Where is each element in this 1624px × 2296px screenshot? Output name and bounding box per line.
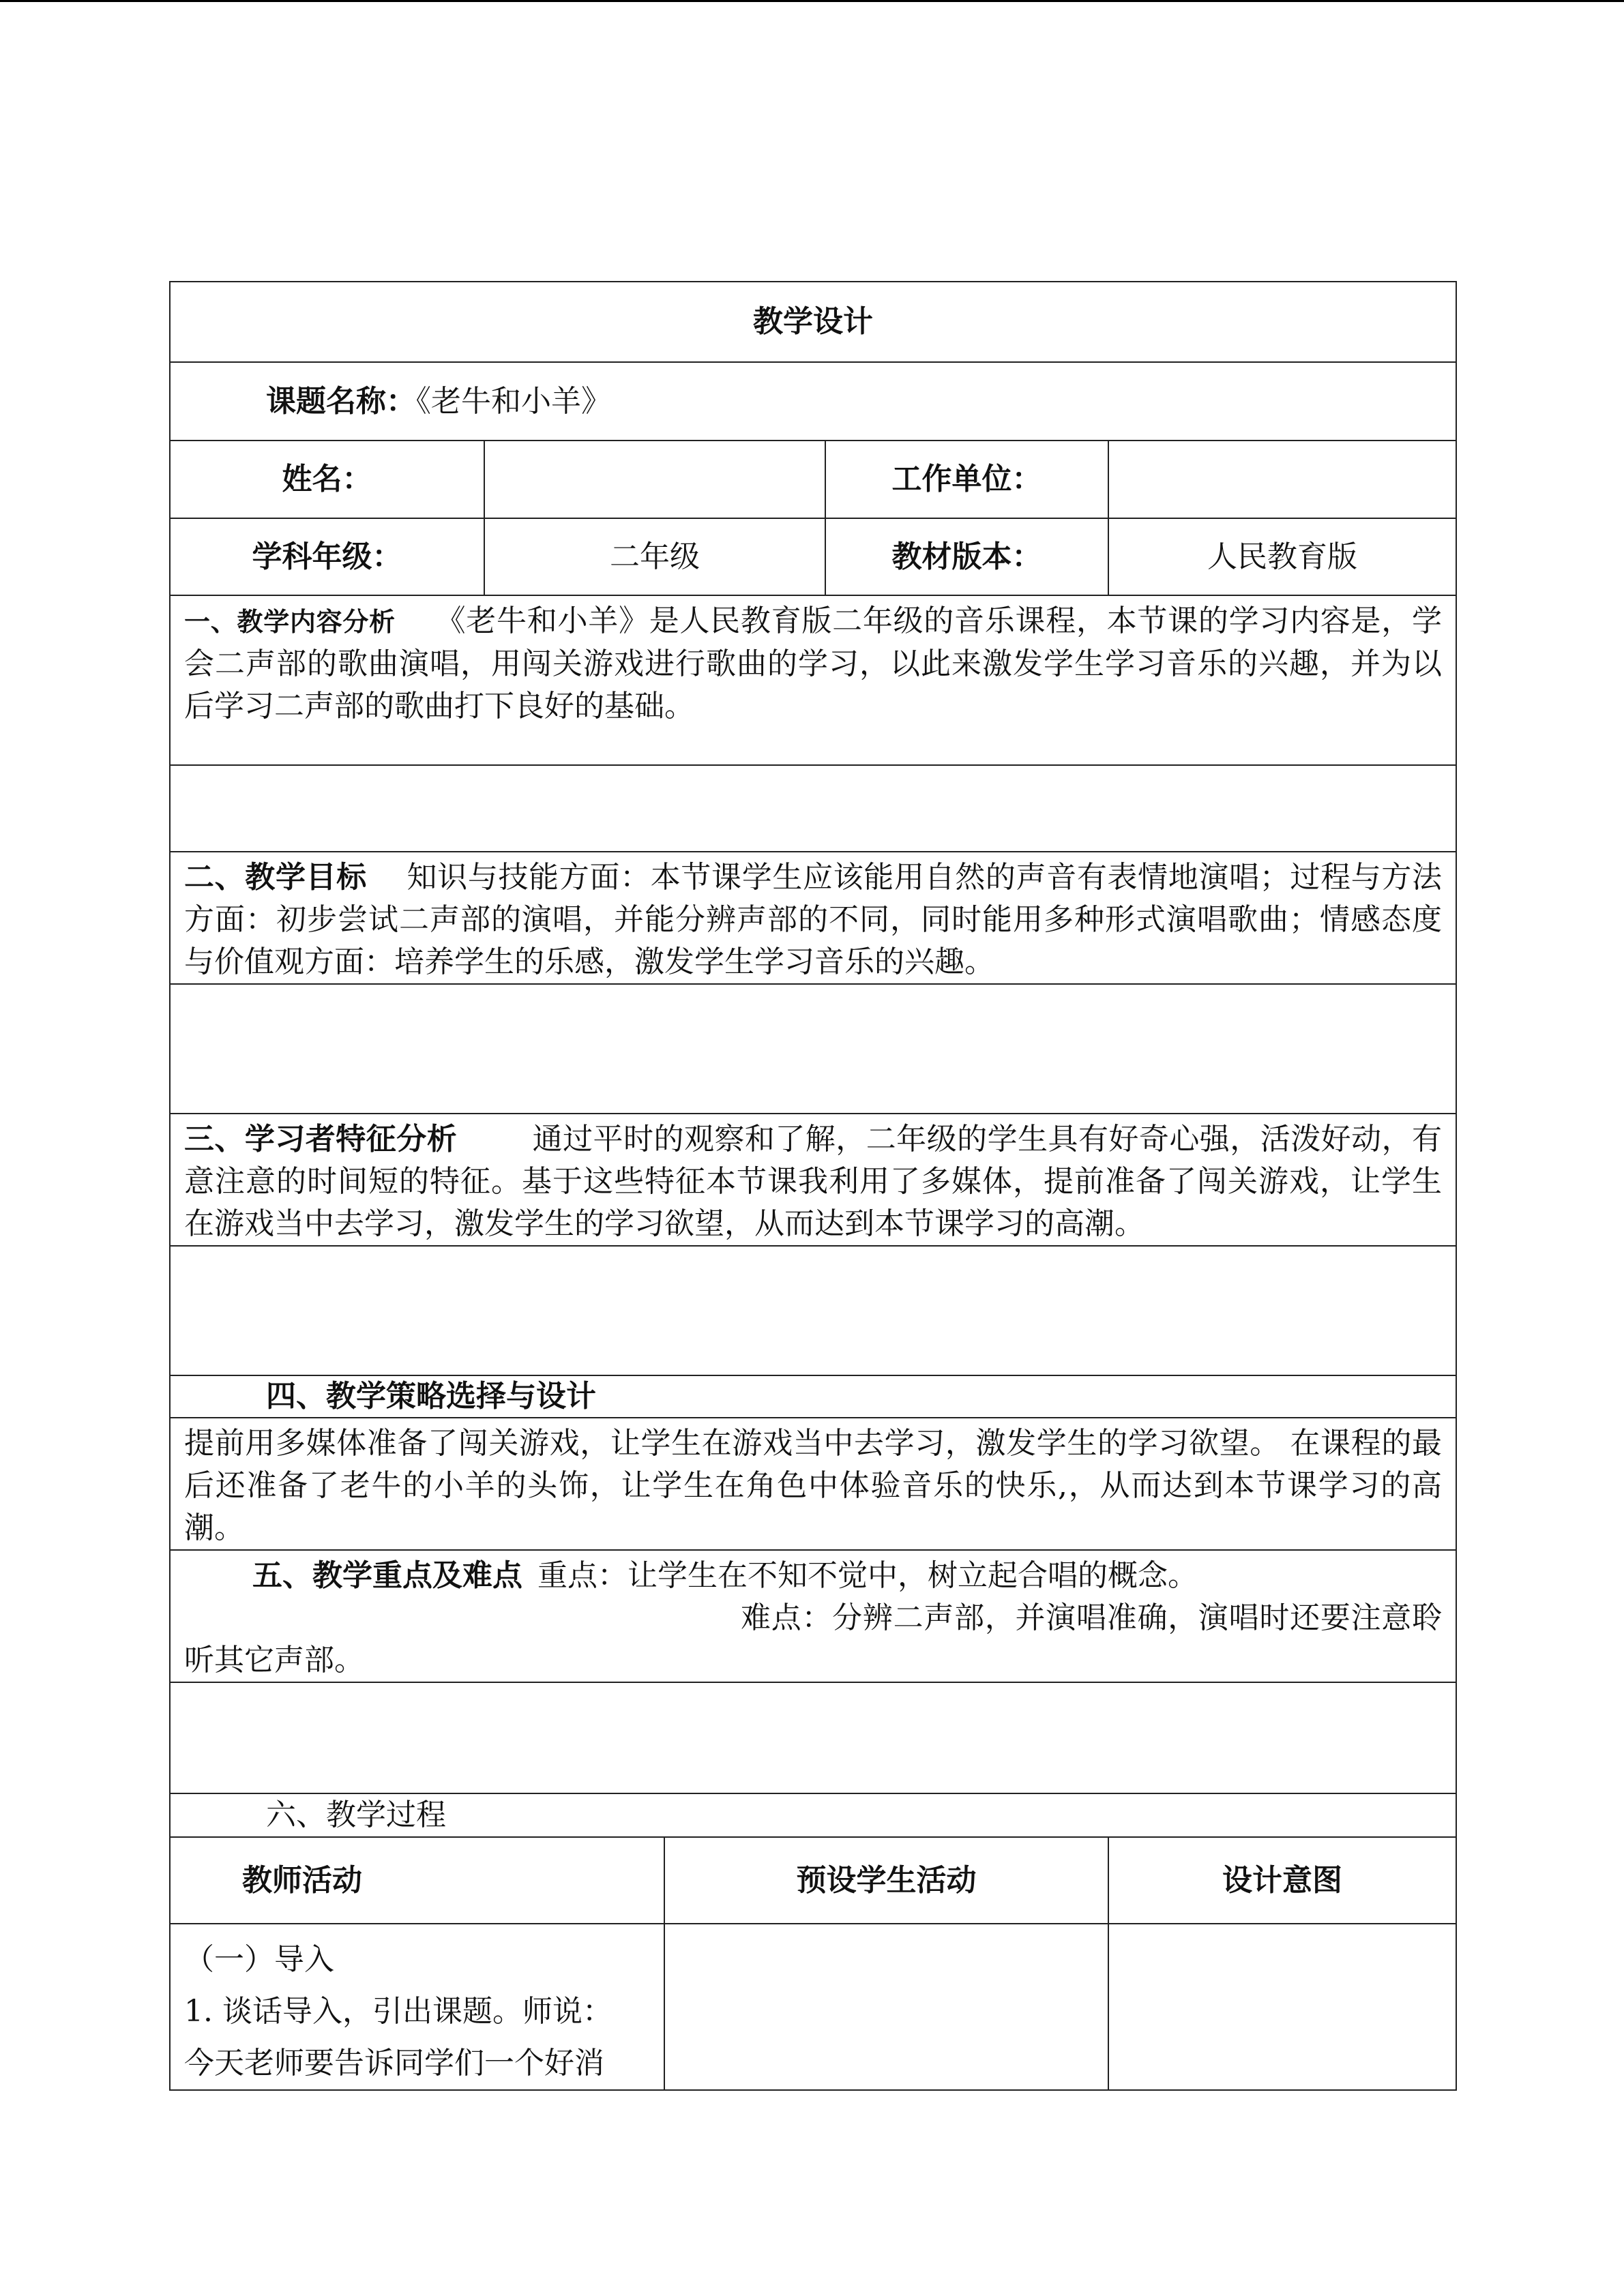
name-label: 姓名：	[170, 441, 484, 518]
process-header-row	[170, 1837, 1456, 1924]
section-5-heading: 五、教学重点及难点	[252, 1558, 522, 1593]
topic-label: 课题名称：	[266, 383, 416, 419]
header-teacher-activity: 教师活动	[170, 1837, 664, 1924]
section-2-text: 知识与技能方面：本节课学生应该能用自然的声音有表情地演唱；过程与方法方面：初步尝试二声部的演唱，并能分辨声部的不同，同时能用多种形式演唱歌曲；情感态度与价值观方面：培养学生的乐感，激发学生学习音乐的兴趣。	[184, 860, 1443, 979]
header-student-activity: 预设学生活动	[664, 1837, 1108, 1924]
section-5-blank-row	[170, 1682, 1456, 1793]
header-design-intent: 设计意图	[1108, 1837, 1456, 1924]
section-4-heading-row	[170, 1375, 1456, 1418]
name-value[interactable]	[484, 441, 825, 518]
title-row	[170, 282, 1456, 362]
grade-edition-row	[170, 518, 1456, 595]
section-4-row	[170, 1418, 1456, 1550]
grade-value: 二年级	[484, 518, 825, 595]
grade-label: 学科年级：	[170, 518, 484, 595]
section-5-key-point: 重点：让学生在不知不觉中，树立起合唱的概念。	[537, 1558, 1198, 1593]
table-title: 教学设计	[170, 282, 1456, 362]
topic-row	[170, 362, 1456, 441]
section-4-heading: 四、教学策略选择与设计	[170, 1375, 1456, 1418]
design-intent-cell[interactable]	[1108, 1924, 1456, 2090]
section-1-heading: 一、教学内容分析	[184, 607, 396, 637]
section-2-blank-row	[170, 984, 1456, 1114]
blank-cell	[170, 1246, 1456, 1375]
teacher-activity-line: 今天老师要告诉同学们一个好消	[184, 2046, 604, 2081]
section-1-blank-row	[170, 765, 1456, 852]
section-2-heading: 二、教学目标	[184, 860, 367, 895]
section-4-text: 提前用多媒体准备了闯关游戏，让学生在游戏当中去学习，激发学生的学习欲望。 在课程的最后还准备了老牛的小羊的头饰，让学生在角色中体验音乐的快乐,，从而达到本节课学习的高潮。	[170, 1418, 1456, 1550]
section-3-heading: 三、学习者特征分析	[184, 1122, 458, 1157]
name-unit-row	[170, 441, 1456, 518]
section-3-blank-row	[170, 1246, 1456, 1375]
process-row	[170, 1924, 1456, 2090]
unit-label: 工作单位：	[825, 441, 1108, 518]
section-1-text: 《老牛和小羊》是人民教育版二年级的音乐课程，本节课的学习内容是，学会二声部的歌曲演唱，用闯关游戏进行歌曲的学习，以此来激发学生学习音乐的兴趣，并为以后学习二声部的歌曲打下良好的基础。	[184, 603, 1443, 724]
blank-cell	[170, 1682, 1456, 1793]
section-5-row	[170, 1550, 1456, 1682]
section-6-heading-row	[170, 1793, 1456, 1837]
teacher-activity-line: （一）导入	[184, 1942, 334, 1977]
section-2-row	[170, 852, 1456, 984]
section-3-text: 通过平时的观察和了解，二年级的学生具有好奇心强，活泼好动，有意注意的时间短的特征。基于这些特征本节课我利用了多媒体，提前准备了闯关游戏，让学生在游戏当中去学习，激发学生的学习欲望，从而达到本节课学习的高潮。	[184, 1122, 1443, 1241]
section-6-heading: 六、教学过程	[170, 1793, 1456, 1837]
unit-value[interactable]	[1108, 441, 1456, 518]
blank-cell	[170, 984, 1456, 1114]
edition-label: 教材版本：	[825, 518, 1108, 595]
section-5-difficulty: 难点：分辨二声部，并演唱准确，演唱时还要注意聆听其它声部。	[184, 1600, 1443, 1678]
student-activity-cell[interactable]	[664, 1924, 1108, 2090]
blank-cell	[170, 765, 1456, 852]
section-3-row	[170, 1114, 1456, 1246]
teacher-activity-line: 1. 谈话导入，引出课题。师说：	[184, 1994, 612, 2029]
topic-value: 《老牛和小羊》	[416, 383, 611, 419]
lesson-plan-table	[169, 281, 1457, 2091]
page-top-border	[0, 0, 1624, 2]
edition-value: 人民教育版	[1108, 518, 1456, 595]
section-1-row	[170, 595, 1456, 765]
